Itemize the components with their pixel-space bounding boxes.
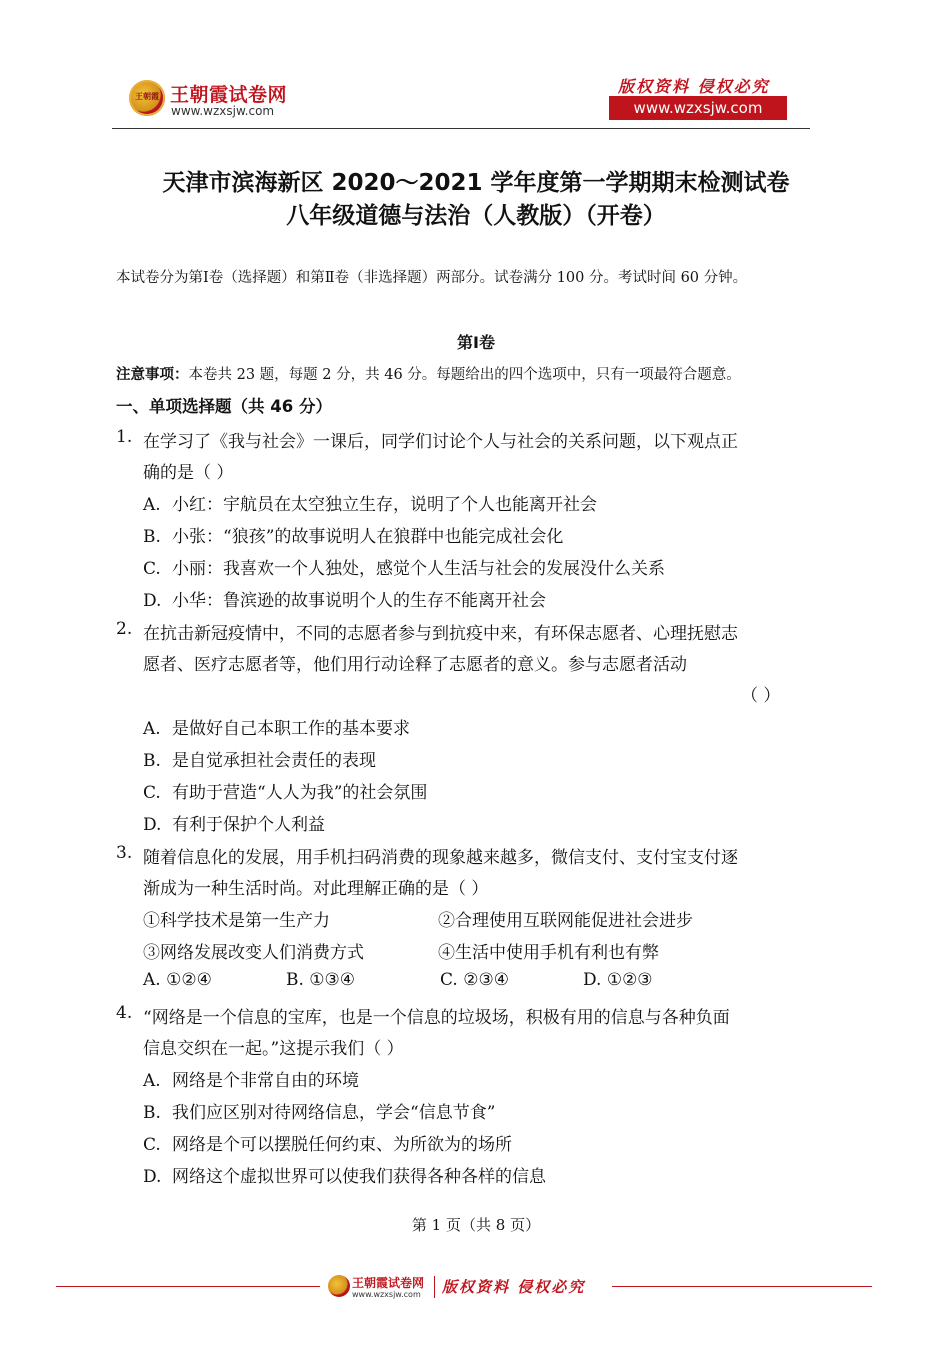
footer-copyright-tag: 版权资料 侵权必究 [442, 1278, 586, 1296]
statement: ④生活中使用手机有利也有弊 [438, 943, 659, 963]
exam-subtitle: 八年级道德与法治（人教版）（开卷） [286, 203, 666, 229]
answer-option[interactable] [143, 586, 546, 611]
option-text: 网络是个可以摆脱任何约束、为所欲为的场所 [172, 1135, 512, 1155]
answer-option[interactable] [143, 746, 376, 771]
header-divider [112, 128, 810, 129]
answer-option[interactable] [143, 490, 597, 515]
question-stem-line: 愿者、医疗志愿者等，他们用行动诠释了志愿者的意义。参与志愿者活动 [143, 655, 687, 675]
volume-heading: 第Ⅰ卷 [457, 333, 495, 352]
answer-choice[interactable]: D. ①②③ [583, 970, 653, 990]
copyright-tag: 版权资料 侵权必究 [618, 77, 770, 96]
option-text: 有利于保护个人利益 [172, 815, 325, 835]
logo-url: www.wzxsjw.com [171, 104, 275, 118]
answer-choice[interactable]: A. ①②④ [143, 970, 212, 990]
exam-instructions: 本试卷分为第Ⅰ卷（选择题）和第Ⅱ卷（非选择题）两部分。试卷满分 100 分。考试时间 60 分钟。 [116, 270, 748, 286]
question-stem-line: 渐成为一种生活时尚。对此理解正确的是（ ） [143, 879, 489, 899]
footer-divider-left [56, 1286, 320, 1287]
statement: ③网络发展改变人们消费方式 [143, 943, 364, 963]
answer-option[interactable] [143, 714, 410, 739]
footer-logo-seal-icon [328, 1275, 350, 1297]
option-letter: B. [143, 1103, 161, 1123]
answer-option[interactable] [143, 1130, 512, 1155]
footer-logo-name: 王朝霞试卷网 [352, 1276, 425, 1290]
option-letter: A. [143, 719, 161, 739]
option-text: 小红：宇航员在太空独立生存，说明了个人也能离开社会 [172, 495, 597, 515]
option-text: 是自觉承担社会责任的表现 [172, 751, 376, 771]
answer-choice[interactable]: C. ②③④ [440, 970, 509, 990]
option-letter: A. [143, 495, 161, 515]
answer-option[interactable] [143, 810, 325, 835]
question-stem-line: 在抗击新冠疫情中，不同的志愿者参与到抗疫中来，有环保志愿者、心理抚慰志 [143, 624, 738, 644]
option-letter: D. [143, 591, 162, 611]
answer-option[interactable] [143, 1066, 359, 1091]
option-text: 我们应区别对待网络信息，学会“信息节食” [172, 1103, 496, 1123]
question-stem-line: 确的是（ ） [143, 463, 234, 483]
option-text: 是做好自己本职工作的基本要求 [172, 719, 410, 739]
question-stem-line: 信息交织在一起。”这提示我们（ ） [143, 1039, 404, 1059]
question-stem-line: 随着信息化的发展，用手机扫码消费的现象越来越多，微信支付、支付宝支付逐 [143, 848, 738, 868]
option-letter: B. [143, 751, 161, 771]
question-number: 4. [116, 1003, 133, 1023]
statement: ②合理使用互联网能促进社会进步 [438, 911, 693, 931]
answer-bracket: （ ） [741, 686, 781, 706]
option-letter: D. [143, 1167, 162, 1187]
option-letter: D. [143, 815, 162, 835]
question-number: 2. [116, 619, 133, 639]
answer-option[interactable] [143, 1098, 495, 1123]
question-stem-line: 在学习了《我与社会》一课后，同学们讨论个人与社会的关系问题，以下观点正 [143, 432, 738, 452]
option-text: 网络这个虚拟世界可以使我们获得各种各样的信息 [172, 1167, 546, 1187]
logo-seal-icon [129, 80, 165, 116]
option-text: 网络是个非常自由的环境 [172, 1071, 359, 1091]
option-letter: A. [143, 1071, 161, 1091]
answer-choice[interactable]: B. ①③④ [286, 970, 356, 990]
logo-name: 王朝霞试卷网 [170, 84, 288, 106]
option-letter: C. [143, 1135, 161, 1155]
question-number: 3. [116, 843, 133, 863]
page-number: 第 1 页（共 8 页） [411, 1216, 541, 1234]
notice [116, 363, 741, 384]
question-stem-line: “网络是一个信息的宝库，也是一个信息的垃圾场，积极有用的信息与各种负面 [143, 1008, 730, 1028]
footer-separator [434, 1276, 435, 1298]
answer-option[interactable] [143, 1162, 546, 1187]
exam-title: 天津市滨海新区 2020～2021 学年度第一学期期末检测试卷 [162, 170, 790, 196]
section-heading: 一、单项选择题（共 46 分） [116, 397, 332, 416]
answer-option[interactable] [143, 778, 427, 803]
option-text: 小华：鲁滨逊的故事说明个人的生存不能离开社会 [172, 591, 546, 611]
answer-option[interactable] [143, 522, 563, 547]
statement: ①科学技术是第一生产力 [143, 911, 330, 931]
option-text: 有助于营造“人人为我”的社会氛围 [172, 783, 428, 803]
option-letter: C. [143, 783, 161, 803]
option-text: 小丽：我喜欢一个人独处，感觉个人生活与社会的发展没什么关系 [172, 559, 665, 579]
logo-seal-text: 王朝霞 [135, 92, 159, 101]
option-text: 小张：“狼孩”的故事说明人在狼群中也能完成社会化 [172, 527, 564, 547]
site-url-badge[interactable]: www.wzxsjw.com [609, 96, 787, 120]
question-number: 1. [116, 427, 133, 447]
footer-divider-right [612, 1286, 872, 1287]
notice-text: 本卷共 23 题，每题 2 分，共 46 分。每题给出的四个选项中，只有一项最符合题意。 [188, 367, 741, 383]
footer-logo-url[interactable]: www.wzxsjw.com [352, 1290, 421, 1299]
notice-label: 注意事项： [116, 367, 189, 383]
option-letter: B. [143, 527, 161, 547]
answer-option[interactable] [143, 554, 665, 579]
option-letter: C. [143, 559, 161, 579]
